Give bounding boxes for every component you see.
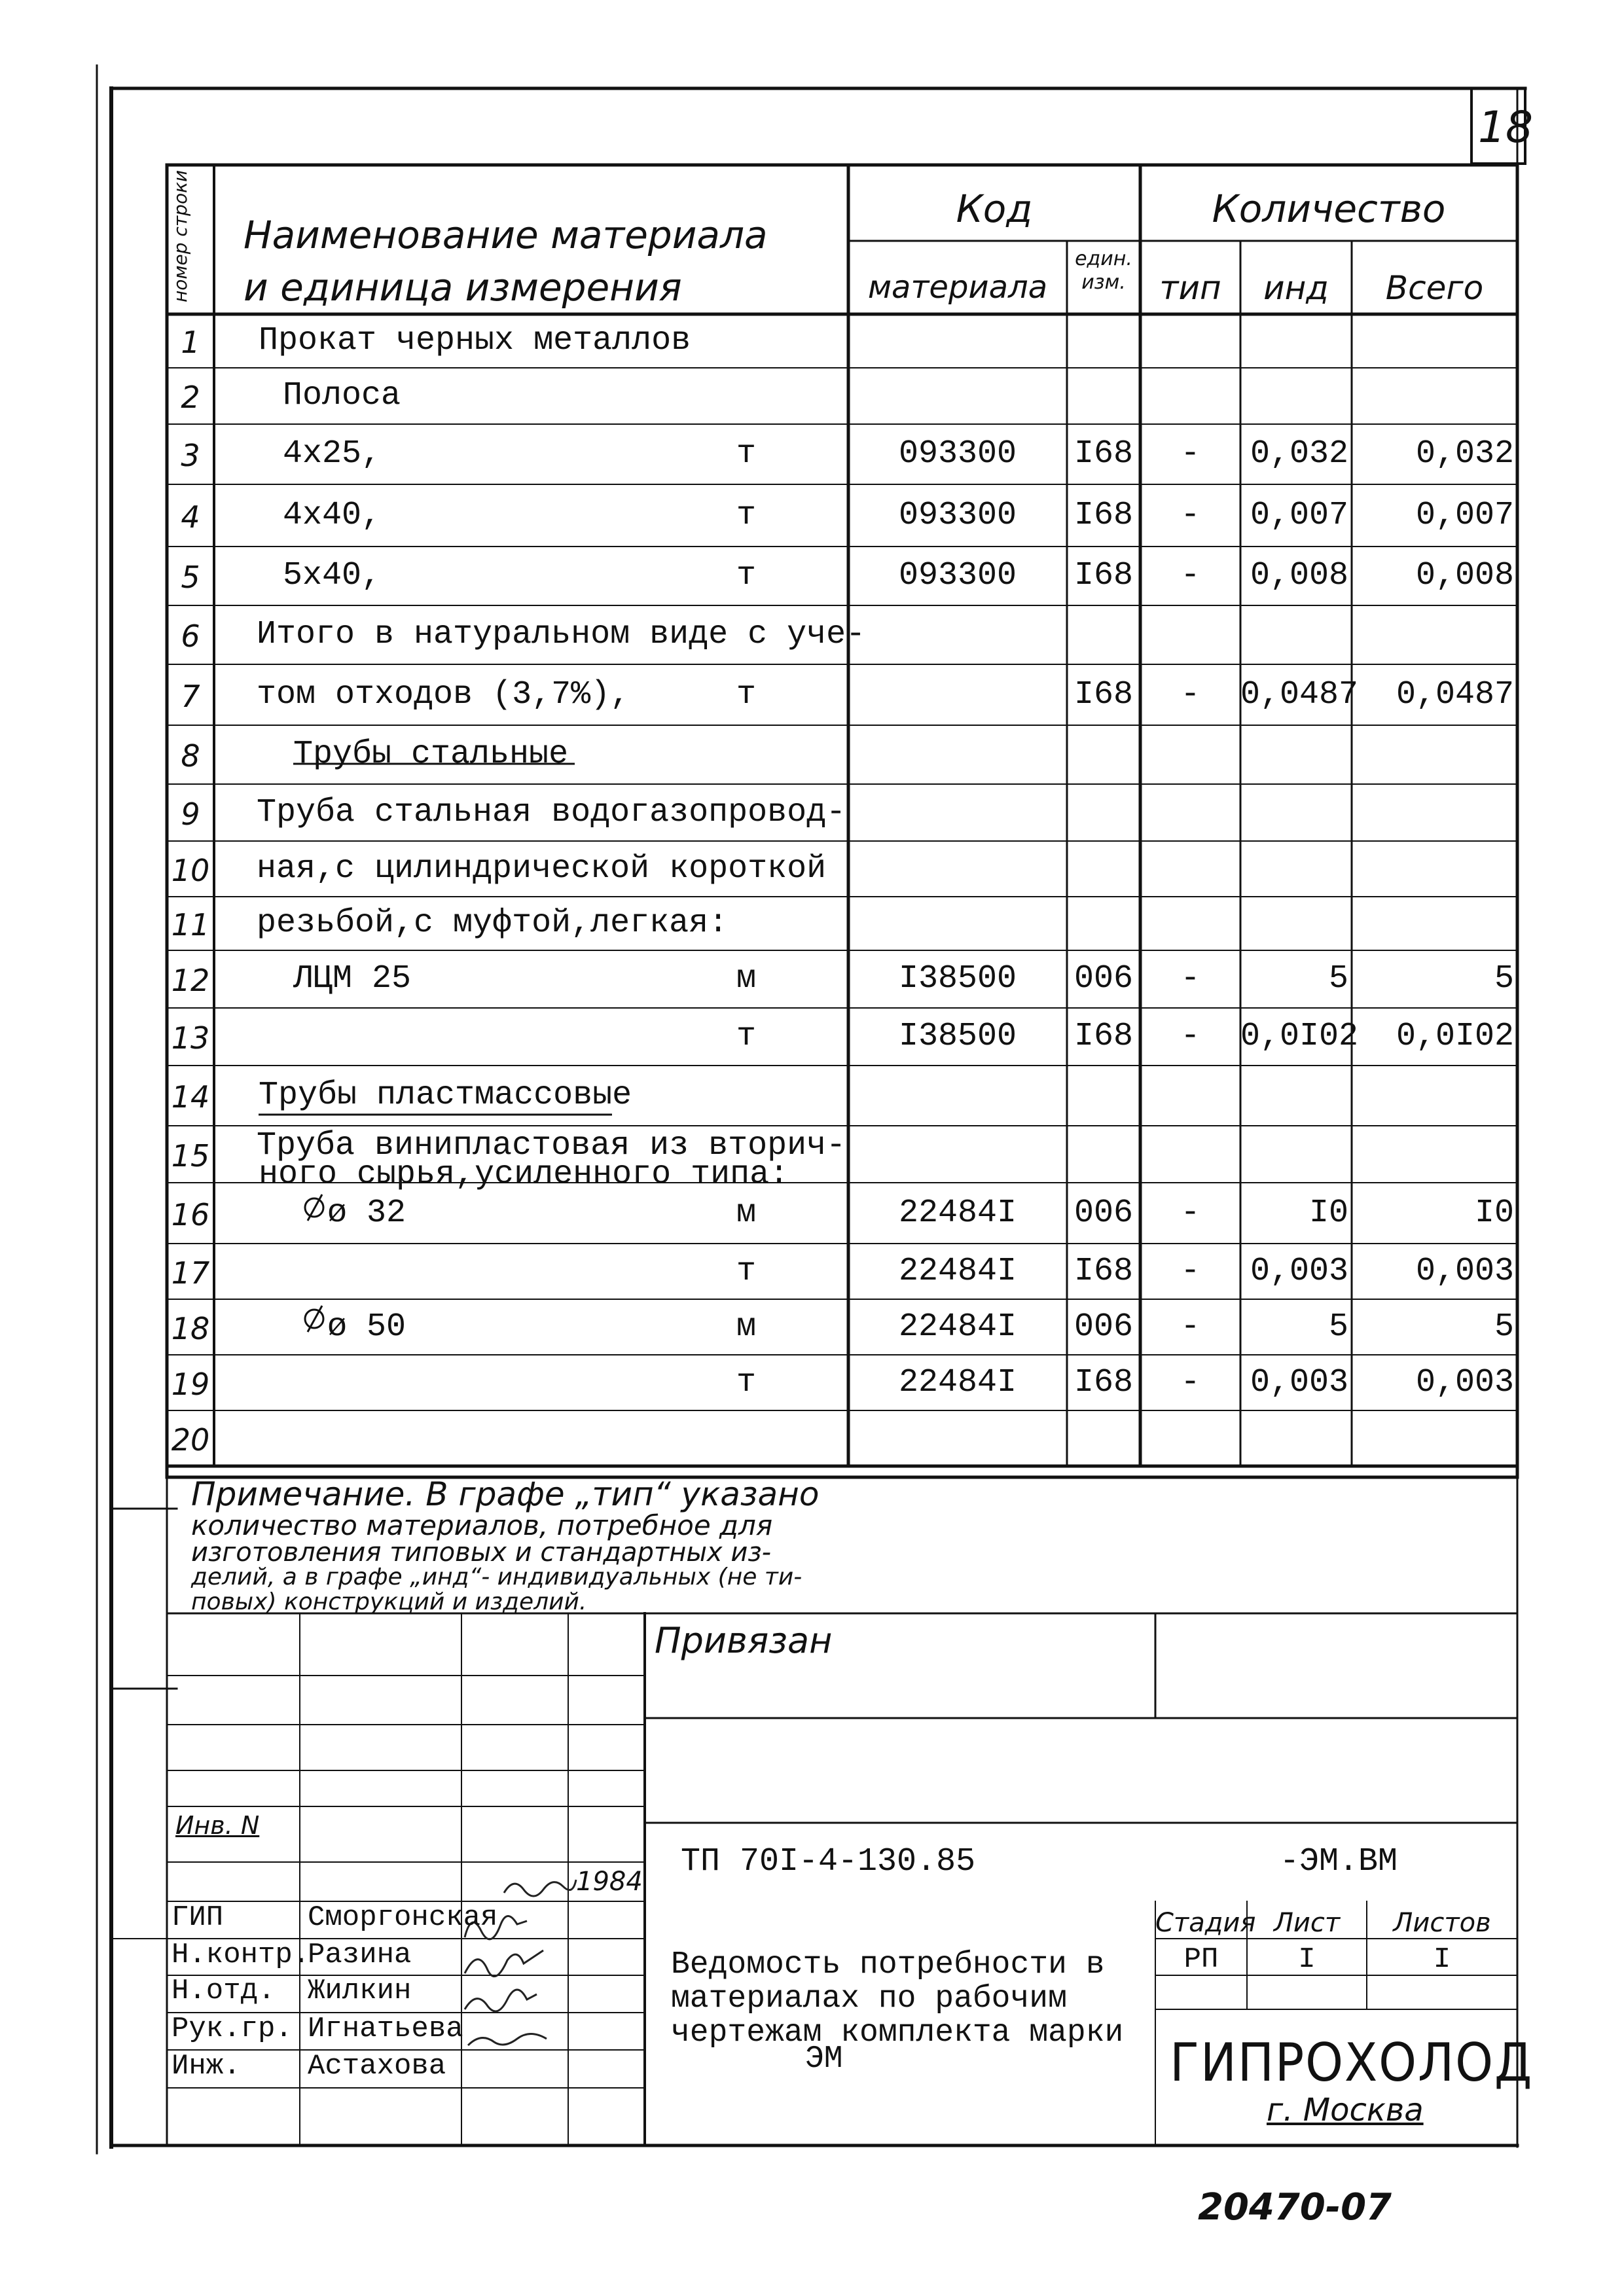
cell-name: Труба винипластовая из вторич- [257, 1127, 846, 1164]
cell-unit: м [736, 960, 756, 997]
cell-unit: т [736, 675, 756, 713]
cell-ucode: I68 [1074, 557, 1133, 594]
note-line2: количество материалов, потребное для [191, 1509, 773, 1541]
stamp-title-line3: чертежам комплекта марки [671, 2015, 1124, 2051]
cell-ucode: 006 [1074, 1308, 1133, 1346]
cell-tip: - [1180, 1308, 1200, 1346]
cell-name: Полоса [283, 377, 401, 414]
signer-name: Игнатьева [308, 2013, 463, 2045]
stamp-year: 1984 [576, 1867, 643, 1897]
row-number: 3 [181, 438, 200, 473]
cell-ucode: 006 [1074, 1194, 1133, 1232]
cell-unit: т [736, 1363, 756, 1401]
cell-tip: - [1180, 1018, 1200, 1055]
sheet-label: Лист [1273, 1908, 1341, 1938]
cell-ucode: I68 [1074, 1018, 1133, 1055]
qty-ind-header: инд [1263, 269, 1329, 307]
document-code-suffix: -ЭМ.ВМ [1280, 1843, 1398, 1880]
cell-name-continued: ного сырья,усиленного типа: [259, 1156, 789, 1193]
row-number: 7 [181, 678, 200, 714]
cell-total: 0,032 [1415, 435, 1514, 473]
cell-tip: - [1180, 1252, 1200, 1290]
signer-role: Рук.гр. [171, 2013, 293, 2045]
cell-tip: - [1180, 557, 1200, 594]
row-number: 10 [171, 852, 210, 888]
cell-ind: 0,032 [1250, 435, 1348, 473]
row-number: 9 [181, 796, 200, 832]
cell-unit: т [736, 1252, 756, 1290]
signer-name: Астахова [308, 2050, 446, 2083]
cell-total: 0,007 [1415, 496, 1514, 534]
row-number: 14 [171, 1079, 210, 1115]
cell-name: 4x40, [283, 496, 382, 534]
note-line3: изготовления типовых и стандартных из- [191, 1537, 772, 1568]
row-number: 2 [181, 380, 200, 415]
cell-unit: м [736, 1308, 756, 1346]
signer-role: Н.контр. [171, 1939, 310, 1971]
privyazan-label: Привязан [655, 1620, 833, 1661]
cell-total: 0,0487 [1396, 675, 1514, 713]
signer-role: Инж. [171, 2050, 241, 2083]
cell-ind: 0,003 [1250, 1252, 1348, 1290]
cell-code: I38500 [898, 1018, 1017, 1055]
cell-ind: 0,008 [1250, 557, 1348, 594]
row-number: 11 [171, 907, 210, 942]
signer-name: Разина [308, 1939, 412, 1971]
cell-name: ЛЦМ 25 [293, 960, 412, 997]
sheet-value: I [1298, 1943, 1316, 1976]
cell-unit: т [736, 1018, 756, 1055]
cell-code: 093300 [898, 496, 1017, 534]
cell-name: Прокат черных металлов [259, 322, 691, 359]
organization-city: г. Москва [1267, 2092, 1424, 2128]
cell-total: 5 [1494, 1308, 1514, 1346]
code-material-header: материала [867, 269, 1048, 306]
stage-value: РП [1183, 1943, 1219, 1976]
row-number-header: номер строки [170, 170, 191, 302]
stage-label: Стадия [1155, 1908, 1256, 1938]
note-line4: делий, а в графе „инд“- индивидуальных (не ти- [191, 1564, 803, 1590]
cell-ucode: I68 [1074, 675, 1133, 713]
note-line5: повых) конструкций и изделий. [191, 1588, 587, 1615]
cell-name: 4x25, [283, 435, 382, 473]
inventory-number-label: Инв. N [175, 1811, 260, 1840]
signer-name: Сморгонская [308, 1901, 498, 1934]
name-header-line1: Наименование материала [244, 213, 768, 257]
name-header-line2: и единица измерения [244, 265, 682, 310]
cell-unit: т [736, 496, 756, 534]
row-number: 17 [171, 1255, 210, 1291]
cell-name: ø 50 [327, 1308, 406, 1346]
cell-ucode: I68 [1074, 1252, 1133, 1290]
row-number: 12 [171, 963, 210, 998]
cell-ucode: 006 [1074, 960, 1133, 997]
cell-name: ная,с цилиндрической короткой [257, 850, 827, 888]
row-number: 1 [181, 325, 200, 360]
cell-name: Трубы стальные [293, 736, 569, 773]
cell-code: 22484I [898, 1252, 1017, 1290]
cell-ind: I0 [1308, 1194, 1348, 1232]
cell-total: 0,003 [1415, 1363, 1514, 1401]
row-number: 19 [171, 1366, 210, 1402]
qty-type-header: тип [1159, 269, 1221, 307]
row-number: 8 [181, 738, 200, 774]
cell-name: ø 32 [327, 1194, 406, 1232]
row-number: 13 [171, 1020, 210, 1056]
cell-name: резьбой,с муфтой,легкая: [257, 905, 729, 942]
cell-unit: т [736, 557, 756, 594]
archive-number: 20470-07 [1198, 2186, 1392, 2229]
document-code: ТП 70I-4-130.85 [681, 1843, 976, 1880]
row-number: 20 [171, 1422, 210, 1458]
cell-tip: - [1180, 675, 1200, 713]
sheets-label: Листов [1393, 1908, 1491, 1938]
cell-code: 093300 [898, 557, 1017, 594]
cell-total: 0,0I02 [1396, 1018, 1514, 1055]
cell-tip: - [1180, 435, 1200, 473]
cell-ind: 5 [1328, 960, 1348, 997]
cell-total: 0,003 [1415, 1252, 1514, 1290]
cell-name: Труба стальная водогазопровод- [257, 793, 846, 831]
row-number: 6 [181, 619, 200, 654]
qty-group-header: Количество [1212, 187, 1446, 231]
cell-tip: - [1180, 496, 1200, 534]
cell-code: 22484I [898, 1194, 1017, 1232]
cell-tip: - [1180, 1363, 1200, 1401]
cell-code: 22484I [898, 1363, 1017, 1401]
cell-code: 22484I [898, 1308, 1017, 1346]
cell-ind: 0,007 [1250, 496, 1348, 534]
sheets-value: I [1433, 1943, 1451, 1976]
cell-total: 5 [1494, 960, 1514, 997]
note-line1: Примечание. В графе „тип“ указано [191, 1475, 820, 1513]
cell-tip: - [1180, 960, 1200, 997]
row-number: 18 [171, 1310, 210, 1346]
cell-code: 093300 [898, 435, 1017, 473]
cell-name: Итого в натуральном виде с уче- [257, 616, 866, 653]
signer-role: ГИП [171, 1901, 224, 1934]
cell-ucode: I68 [1074, 435, 1133, 473]
cell-name: 5x40, [283, 557, 382, 594]
row-number: 16 [171, 1196, 210, 1232]
cell-tip: - [1180, 1194, 1200, 1232]
signer-name: Жилкин [308, 1975, 412, 2007]
cell-name: Трубы пластмассовые [259, 1077, 632, 1114]
organization-name: ГИПРОХОЛОД [1170, 2032, 1534, 2093]
stamp-title-line1: Ведомость потребности в [671, 1947, 1105, 1982]
cell-ind: 5 [1328, 1308, 1348, 1346]
cell-ucode: I68 [1074, 496, 1133, 534]
stamp-title-line2: материалах по рабочим [671, 1981, 1067, 2017]
signer-role: Н.отд. [171, 1975, 276, 2007]
sheet-number: 18 [1478, 102, 1533, 152]
cell-unit: м [736, 1194, 756, 1232]
cell-code: I38500 [898, 960, 1017, 997]
cell-name: том отходов (3,7%), [257, 675, 630, 713]
cell-ind: 0,0I02 [1240, 1018, 1359, 1055]
code-unit-header: един. изм. [1075, 247, 1132, 294]
cell-ucode: I68 [1074, 1363, 1133, 1401]
cell-unit: т [736, 435, 756, 473]
qty-total-header: Всего [1385, 269, 1484, 307]
row-number: 15 [171, 1138, 210, 1174]
stamp-title-line4: ЭМ [805, 2041, 843, 2077]
cell-ind: 0,003 [1250, 1363, 1348, 1401]
cell-total: I0 [1474, 1194, 1514, 1232]
row-number: 4 [181, 499, 200, 535]
row-number: 5 [181, 560, 200, 595]
cell-total: 0,008 [1415, 557, 1514, 594]
code-group-header: Код [956, 187, 1033, 231]
cell-ind: 0,0487 [1240, 675, 1359, 713]
